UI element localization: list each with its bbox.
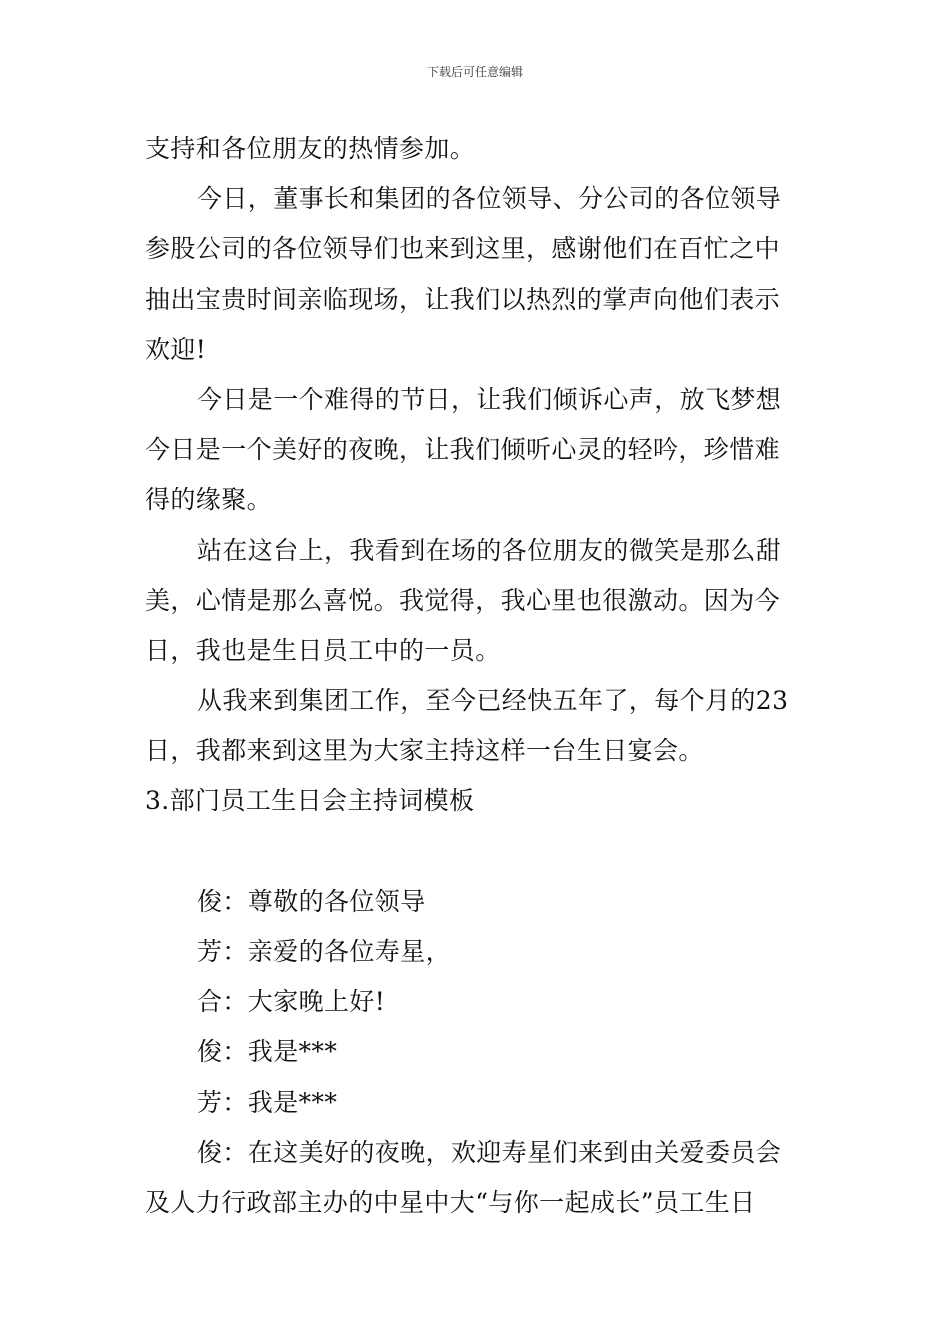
dialogue-line: 俊：在这美好的夜晚，欢迎寿星们来到由关爱委员会 <box>197 1137 782 1167</box>
paragraph-start: 站在这台上，我看到在场的各位朋友的微笑是那么甜 <box>197 535 782 565</box>
dialogue-line: 芳：我是*** <box>197 1087 338 1117</box>
page-header: 下载后可任意编辑 <box>426 65 523 79</box>
text-line: 日，我也是生日员工中的一员。 <box>145 635 501 665</box>
paragraph-start: 从我来到集团工作，至今已经快五年了，每个月的23 <box>197 686 789 716</box>
document-body <box>145 124 810 1228</box>
text-line: 日，我都来到这里为大家主持这样一台生日宴会。 <box>145 736 704 766</box>
blank-line <box>145 827 810 877</box>
text-line: 今日是一个美好的夜晚，让我们倾听心灵的轻吟，珍惜难 <box>145 435 781 465</box>
text-line: 及人力行政部主办的中星中大“与你一起成长”员工生日 <box>145 1187 756 1217</box>
dialogue-line: 合：大家晚上好! <box>197 987 386 1017</box>
section-heading: 3.部门员工生日会主持词模板 <box>145 786 475 816</box>
text-line: 欢迎! <box>145 334 207 364</box>
paragraph-start: 今日是一个难得的节日，让我们倾诉心声，放飞梦想 <box>197 384 782 414</box>
text-line: 抽出宝贵时间亲临现场，让我们以热烈的掌声向他们表示 <box>145 284 781 314</box>
text-line: 参股公司的各位领导们也来到这里，感谢他们在百忙之中 <box>145 234 781 264</box>
text-line: 得的缘聚。 <box>145 485 273 515</box>
text-line: 支持和各位朋友的热情参加。 <box>145 134 476 163</box>
dialogue-line: 俊：尊敬的各位领导 <box>197 886 426 916</box>
paragraph-start: 今日，董事长和集团的各位领导、分公司的各位领导 <box>197 184 782 214</box>
text-line: 美，心情是那么喜悦。我觉得，我心里也很激动。因为今 <box>145 585 781 615</box>
dialogue-line: 芳：亲爱的各位寿星， <box>197 937 452 966</box>
dialogue-line: 俊：我是*** <box>197 1037 338 1067</box>
